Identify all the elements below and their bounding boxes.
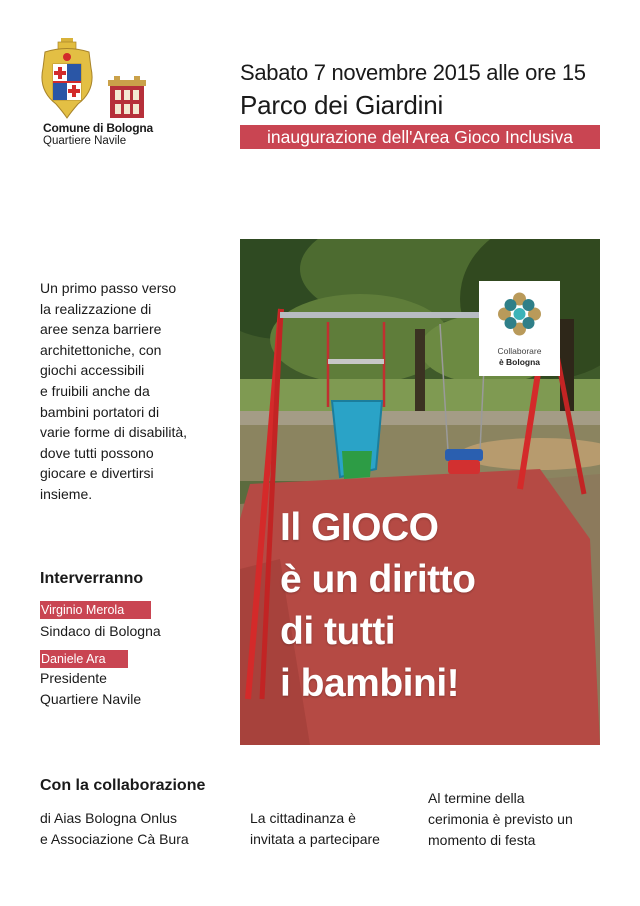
- partners-line: di Aias Bologna Onlus: [40, 810, 177, 826]
- intro-line: e fruibili anche da: [40, 382, 150, 399]
- speaker-role: Quartiere Navile: [40, 691, 142, 707]
- event-place: Parco dei Giardini: [240, 90, 444, 120]
- intro-line: bambini portatori di: [40, 403, 160, 420]
- intro-line: architettoniche, con: [40, 341, 162, 358]
- intro-line: aree senza barriere: [40, 321, 162, 338]
- slogan-line: è un diritto: [280, 558, 476, 601]
- speaker-role: Sindaco di Bologna: [40, 623, 161, 639]
- slogan-line: Il GIOCO: [280, 506, 439, 549]
- speaker-name: Daniele Ara: [40, 650, 128, 668]
- closing-line: cerimonia è previsto un: [428, 811, 573, 827]
- intro-line: giocare e divertirsi: [40, 465, 154, 482]
- slogan-line: i bambini!: [280, 662, 460, 705]
- intro-line: giochi accessibili: [40, 362, 145, 379]
- event-date: Sabato 7 novembre 2015 alle ore 15: [240, 60, 586, 85]
- speaker-role: Presidente: [40, 670, 107, 686]
- closing-line: momento di festa: [428, 832, 536, 848]
- intro-line: la realizzazione di: [40, 300, 152, 317]
- collaboration-title: Con la collaborazione: [40, 777, 206, 794]
- quartiere-navile-logo: [108, 76, 146, 120]
- intro-line: varie forme di disabilità,: [40, 424, 188, 441]
- invite-line: invitata a partecipare: [250, 831, 380, 847]
- intro-line: dove tutti possono: [40, 444, 154, 461]
- collaborare-logo-icon: [479, 281, 560, 341]
- invite-line: La cittadinanza è: [250, 810, 356, 826]
- intro-paragraph: [40, 278, 220, 505]
- event-banner: inaugurazione dell'Area Gioco Inclusiva: [240, 125, 600, 149]
- intro-line: Un primo passo verso: [40, 280, 177, 296]
- speaker-name: Virginio Merola: [40, 601, 151, 619]
- partners-text: [40, 808, 189, 850]
- org-name: Comune di Bologna: [43, 121, 153, 135]
- partners-line: e Associazione Cà Bura: [40, 831, 189, 847]
- comune-bologna-crest: [38, 38, 96, 122]
- speakers-title: Interverranno: [40, 570, 144, 587]
- org-sub: Quartiere Navile: [43, 135, 127, 147]
- intro-line: insieme.: [40, 485, 93, 502]
- closing-line: Al termine della: [428, 790, 525, 806]
- collaborare-label: Collaborare: [497, 346, 542, 356]
- slogan-line: di tutti: [280, 610, 396, 653]
- closing-text: [428, 788, 573, 851]
- slogan: [280, 502, 475, 710]
- invite-text: [250, 808, 380, 850]
- collaborare-label-bold: è Bologna: [498, 357, 541, 367]
